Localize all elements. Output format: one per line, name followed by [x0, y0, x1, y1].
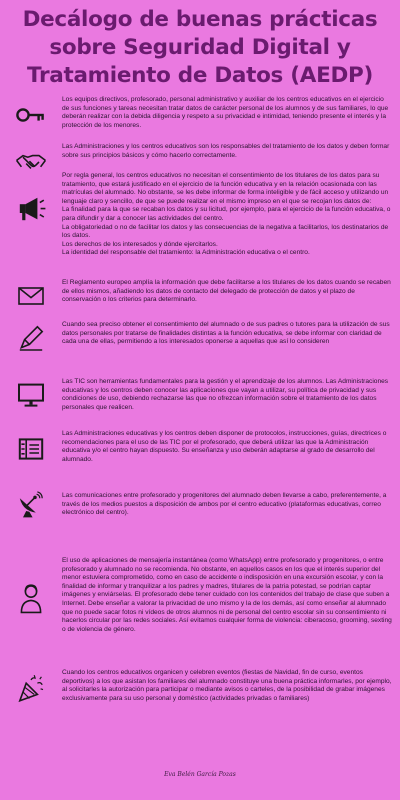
monitor-icon [14, 378, 48, 412]
handshake-icon [14, 145, 48, 179]
paragraph: Cuando sea preciso obtener el consentimiento del alumnado o de sus padres o tutores para la utilización de sus datos personales por tratarse de finalidades distintas a la función educativa, se debe informar con claridad de cada una de ellas, permitiendo a los interesados oponerse a aquellas que así lo consideren [62, 321, 390, 346]
paragraph: El Reglamento europeo amplía la información que debe facilitarse a los titulares de los datos cuando se recaben de ellos mismos, añadiendo los datos de contacto del delegado de protección de datos y el plazo de conservación o los criterios para determinarlo. [62, 279, 391, 304]
paragraph: Los equipos directivos, profesorado, personal administrativo y auxiliar de los centros educativos en el ejercicio de sus funciones y tareas necesitan tratar datos de carácter personal de los alumnos y de sus familiares, lo que deberán realizar con la debida diligencia y respeto a su privacidad e intimidad, teniendo presente el interés y la protección de los menores. [62, 96, 389, 129]
paragraph: La obligatoriedad o no de facilitar los datos y las consecuencias de la negativa a facilitarlos, los destinatarios de los datos. [62, 223, 389, 240]
envelope-icon [14, 279, 48, 313]
satellite-dish-icon [14, 486, 48, 520]
key-icon [14, 98, 48, 132]
paragraph: La identidad del responsable del tratamiento: la Administración educativa o el centro. [62, 249, 310, 257]
paragraph: La finalidad para la que se recaban los datos y su licitud, por ejemplo, para el ejercicio de la función educativa, o para difundir y dar a conocer las actividades del centro. [62, 206, 391, 222]
item-text [62, 172, 392, 258]
paragraph: Cuando los centros educativos organicen y celebren eventos (fiestas de Navidad, fin de curso, eventos deportivos) a los que asistan los familiares del alumnado constituye una buena práctica informarles, por ejemplo, al solicitarles la autorización para participar o mediante avisos o carteles, de la posibilidad de grabar imágenes exclusivamente para su uso personal y doméstico (actividades privadas o familiares) [62, 669, 392, 702]
item-text [62, 378, 392, 412]
paragraph: Los derechos de los interesados y dónde ejercitarlos. [62, 240, 218, 248]
paragraph: Las comunicaciones entre profesorado y progenitores del alumnado deben llevarse a cabo, preferentemente, a través de los medios puestos a disposición de ambos por el centro educativo (plataformas educativas, correo electrónico del centro). [62, 492, 387, 517]
notebook-icon [14, 432, 48, 466]
paragraph: Las Administraciones y los centros educativos son los responsables del tratamiento de los datos y deben formar sobre sus principios básicos y cómo hacerlo correctamente. [62, 143, 390, 159]
person-icon [14, 581, 48, 615]
author-signature: Eva Belén García Pozas [164, 771, 236, 778]
paragraph: Las TIC son herramientas fundamentales para la gestión y el aprendizaje de los alumnos. Las Administraciones educativas y los centros deben conocer las aplicaciones que vayan a utilizar, su política de privacidad y sus condiciones de uso, debiendo rechazarse las que no ofrezcan información sobre el tratamiento de los datos personales que realicen. [62, 378, 389, 411]
party-popper-icon [14, 671, 48, 705]
item-text [62, 492, 392, 518]
paragraph: Las Administraciones educativas y los centros deben disponer de protocolos, instrucciones, guías, directrices o recomendaciones para el uso de las TIC por el profesorado, que deberá utilizar las que la Administración educativa y/o el centro hayan dispuesto. Su enseñanza y uso deberán adaptarse al grado de desarrollo del alumnado. [62, 430, 387, 463]
item-text [62, 557, 392, 634]
page-title: Decálogo de buenas prácticas sobre Seguridad Digital y Tratamiento de Datos (AEDP) [22, 7, 378, 88]
megaphone-icon [14, 192, 48, 226]
item-text [62, 279, 392, 305]
item-text [62, 430, 392, 464]
item-text [62, 321, 392, 347]
item-text [62, 143, 392, 160]
item-text [62, 96, 392, 130]
item-text [62, 669, 392, 703]
paragraph: El uso de aplicaciones de mensajería instantánea (como WhatsApp) entre profesorado y progenitores, o entre profesorado y alumnado no se recomienda. No obstante, en aquellos casos en los que el interés superior del menor estuviera comprometido, como en caso de accidente o indisposición en una excursión escolar, y con la finalidad de informar y tranquilizar a los padres y madres, titulares de la patria potestad, se podrían captar imágenes y enviárselas. El profesorado debe tener cuidado con los contenidos del trabajo de clase que suben a Internet. Debe enseñar a valorar la privacidad de uno mismo y la de los demás, así como enseñar al alumnado que no puede sacar fotos ni vídeos de otros alumnos ni de personal del centro escolar sin su consentimiento ni hacerlos circular por las redes sociales. Así evitamos cualquier forma de violencia: ciberacoso, grooming, sexting o de violencia de género. [62, 557, 392, 633]
paragraph: Por regla general, los centros educativos no necesitan el consentimiento de los titulares de los datos para su tratamiento, que estará justificado en el ejercicio de la función educativa y en la relación ocasionada con las matrículas del alumnado. No obstante, se les debe informar de forma inteligible y de fácil acceso y utilizando un lenguaje claro y sencillo, de que se puede realizar en el mismo impreso en el que se recojan los datos de: [62, 172, 389, 205]
pencil-icon [14, 321, 48, 355]
